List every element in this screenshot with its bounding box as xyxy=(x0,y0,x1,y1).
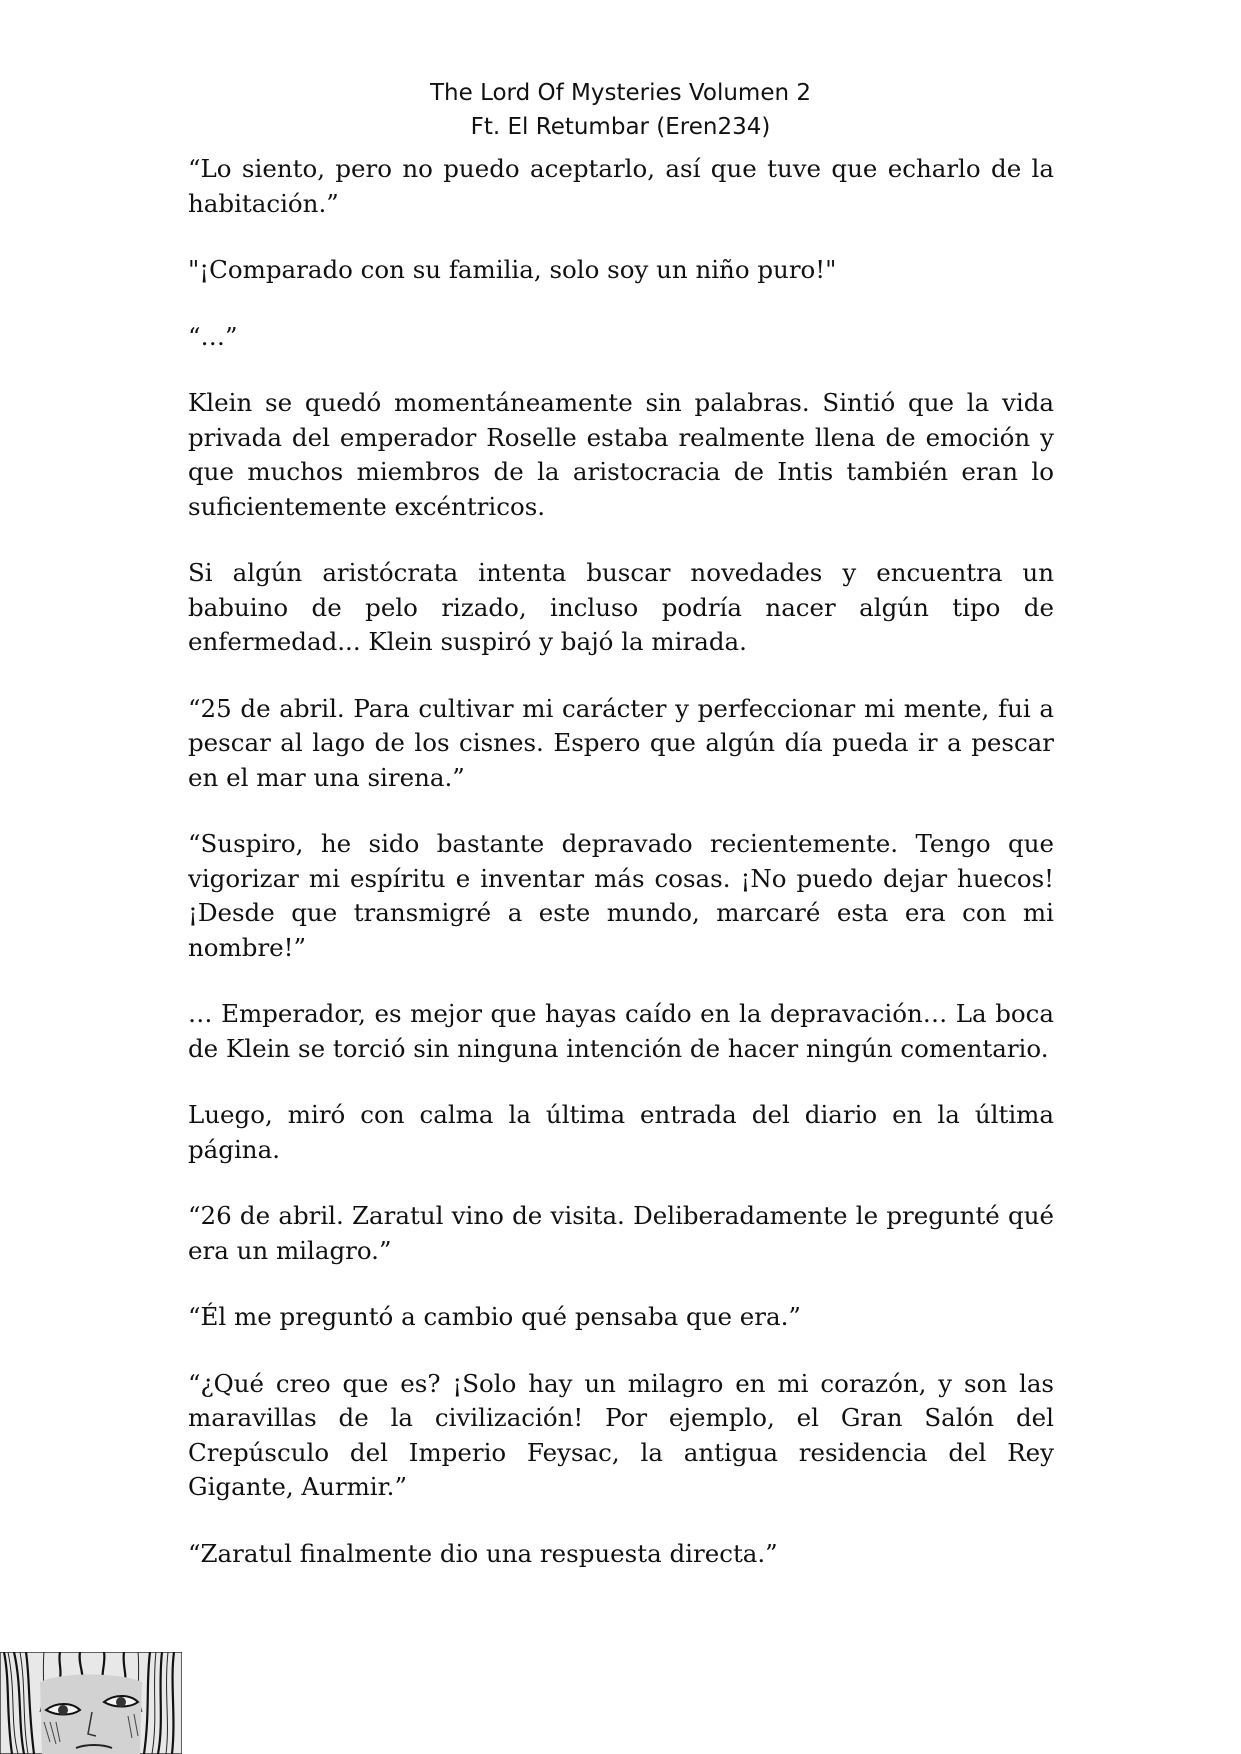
paragraph: Klein se quedó momentáneamente sin palabras. Sintió que la vida privada del emperador Roselle estaba realmente llena de emoción y que muchos miembros de la aristocracia de Intis también eran lo suficientemente excéntricos. xyxy=(188,388,1054,521)
paragraph: … Emperador, es mejor que hayas caído en la depravación… La boca de Klein se torció sin ninguna intención de hacer ningún comentario. xyxy=(188,999,1054,1063)
header-title: The Lord Of Mysteries Volumen 2 xyxy=(429,80,811,106)
paragraph: “¿Qué creo que es? ¡Solo hay un milagro en mi corazón, y son las maravillas de la civilización! Por ejemplo, el Gran Salón del Crepúsculo del Imperio Feysac, la antigua residencia del Rey Gigante, Aurmir.” xyxy=(188,1368,1054,1501)
paragraph: “Zaratul finalmente dio una respuesta directa.” xyxy=(188,1538,778,1568)
header-subtitle: Ft. El Retumbar (Eren234) xyxy=(470,114,771,140)
paragraph: “25 de abril. Para cultivar mi carácter y perfeccionar mi mente, fui a pescar al lago de los cisnes. Espero que algún día pueda ir a pescar en el mar una sirena.” xyxy=(188,693,1054,792)
corner-illustration xyxy=(0,1652,182,1754)
paragraph: “Suspiro, he sido bastante depravado recientemente. Tengo que vigorizar mi espíritu e inventar más cosas. ¡No puedo dejar huecos! ¡Desde que transmigré a este mundo, marcaré esta era con mi nombre!” xyxy=(188,829,1054,962)
paragraph: Luego, miró con calma la última entrada del diario en la última página. xyxy=(188,1100,1054,1164)
paragraph: “Él me preguntó a cambio qué pensaba que era.” xyxy=(188,1302,801,1331)
paragraph: "¡Comparado con su familia, solo soy un niño puro!" xyxy=(188,255,837,284)
paragraph: Si algún aristócrata intenta buscar novedades y encuentra un babuino de pelo rizado, incluso podría nacer algún tipo de enfermedad... Klein suspiró y bajó la mirada. xyxy=(188,558,1054,656)
paragraph: “Lo siento, pero no puedo aceptarlo, así que tuve que echarlo de la habitación.” xyxy=(188,154,1054,218)
page-header xyxy=(0,76,1241,144)
page-body xyxy=(188,152,1054,1603)
paragraph: “26 de abril. Zaratul vino de visita. Deliberadamente le pregunté qué era un milagro.” xyxy=(188,1201,1054,1265)
paragraph: “…” xyxy=(188,321,238,351)
